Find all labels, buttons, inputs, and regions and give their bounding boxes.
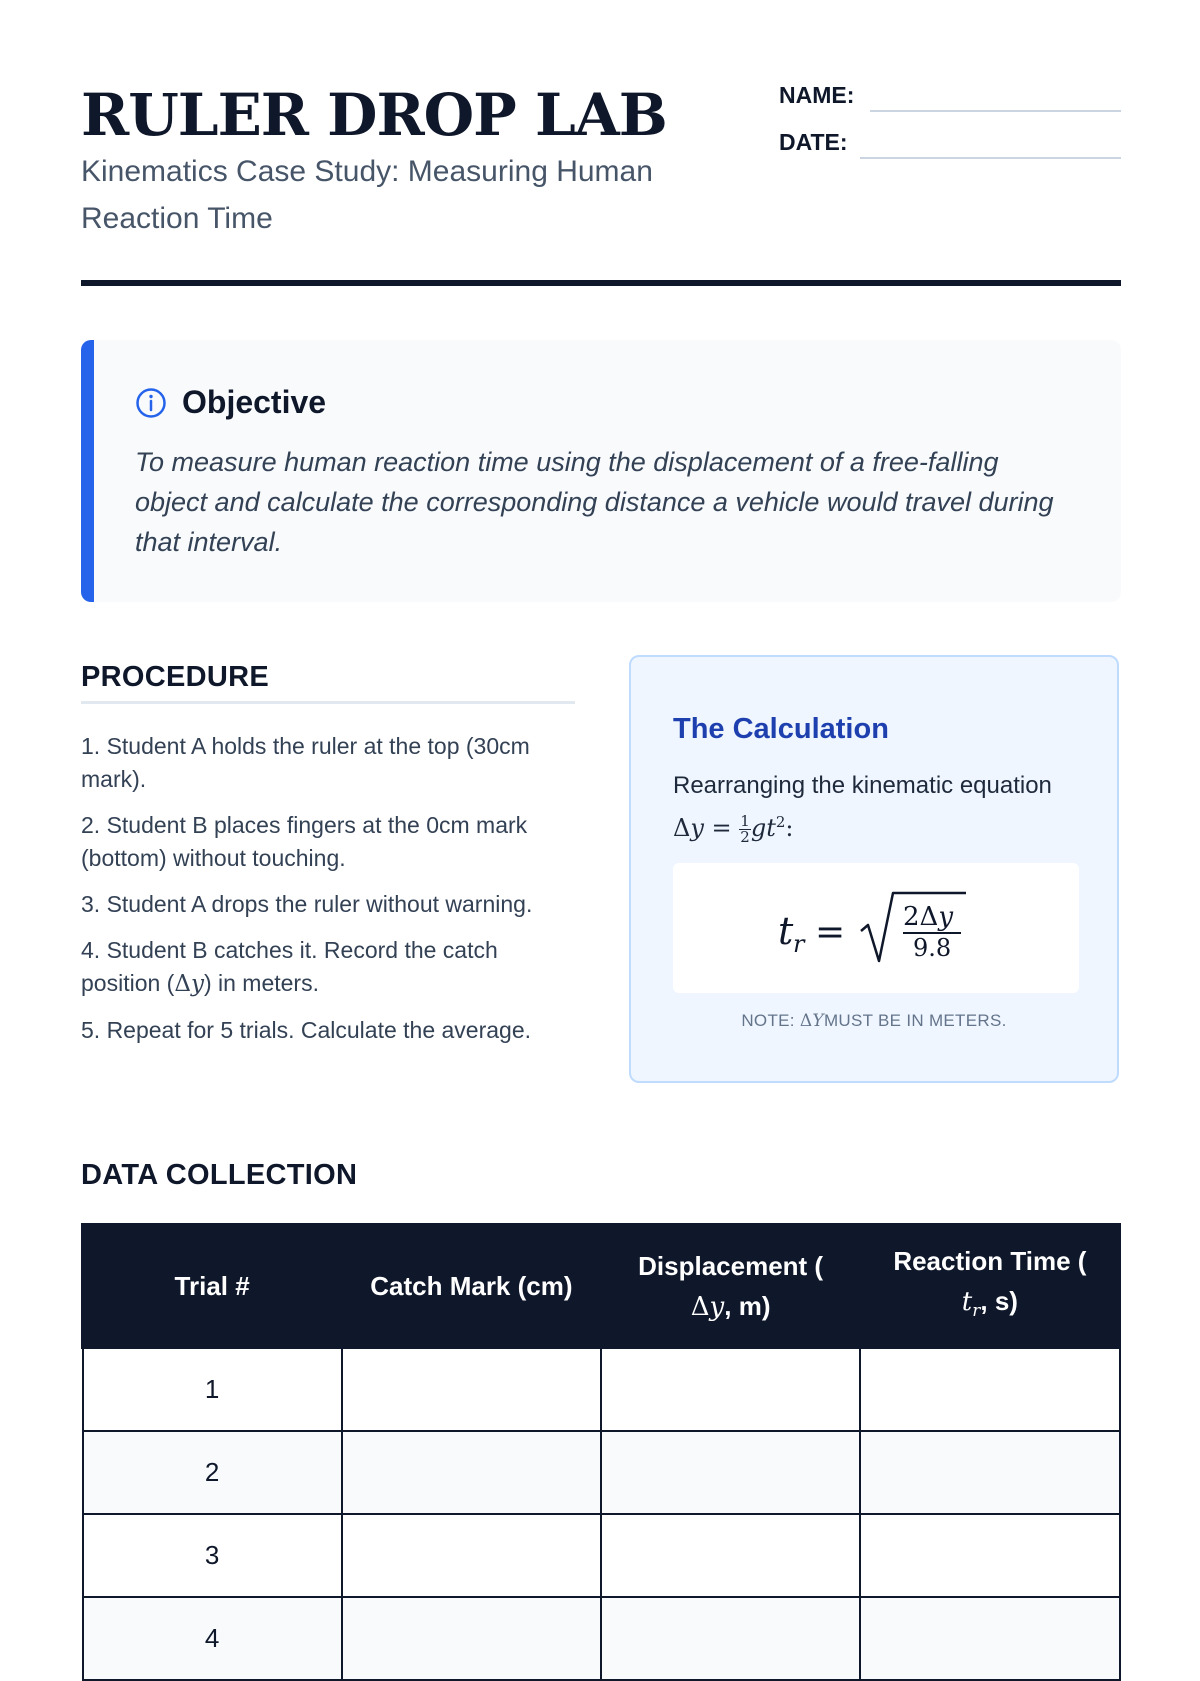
calculation-panel — [629, 655, 1119, 1083]
procedure-step: 5. Repeat for 5 trials. Calculate the average. — [81, 1017, 532, 1043]
formula-box — [673, 863, 1079, 993]
displacement-cell[interactable] — [601, 1514, 860, 1597]
table-row — [83, 1597, 1120, 1680]
table-header-row — [83, 1225, 1120, 1348]
trial-number: 3 — [83, 1514, 342, 1597]
displacement-cell[interactable] — [601, 1431, 860, 1514]
header-divider — [81, 280, 1121, 286]
page-subtitle: Kinematics Case Study: Measuring Human Reaction Time — [81, 155, 653, 235]
formula-constant: 9.8 — [913, 934, 952, 962]
reaction-time-cell[interactable] — [860, 1431, 1119, 1514]
procedure-heading: PROCEDURE — [81, 661, 269, 693]
calculation-note: NOTE: ΔYMUST BE IN METERS. — [741, 1011, 1007, 1031]
name-field[interactable] — [870, 110, 1121, 112]
table-row — [83, 1514, 1120, 1597]
calculation-intro: Rearranging the kinematic equation Δy = $\frac{1}{2}$ $gt^2$: — [673, 772, 1052, 846]
column-header-displacement: Displacement ( Δy, m) — [601, 1225, 860, 1348]
column-header-catch-mark: Catch Mark (cm) — [342, 1225, 601, 1348]
trial-number: 1 — [83, 1348, 342, 1432]
objective-accent-bar — [81, 340, 94, 602]
date-field[interactable] — [860, 157, 1121, 159]
column-header-reaction-time: Reaction Time ( $t_r$, s) — [860, 1225, 1119, 1348]
procedure-list — [81, 730, 581, 1060]
calculation-heading: The Calculation — [673, 713, 889, 745]
objective-text: To measure human reaction time using the displacement of a free-falling object and calculate the corresponding distance a vehicle would travel during that interval. — [135, 447, 1054, 557]
procedure-step: 2. Student B places fingers at the 0cm mark (bottom) without touching. — [81, 812, 528, 871]
procedure-step: 3. Student A drops the ruler without warning. — [81, 891, 533, 917]
svg-text:r: r — [793, 930, 805, 958]
reaction-time-cell[interactable] — [860, 1597, 1119, 1680]
info-icon — [135, 387, 167, 419]
name-label: NAME: — [779, 82, 855, 108]
objective-heading: Objective — [182, 384, 327, 420]
catch-mark-cell[interactable] — [342, 1597, 601, 1680]
column-header-trial: Trial # — [83, 1225, 342, 1348]
svg-text:t: t — [778, 909, 794, 953]
catch-mark-cell[interactable] — [342, 1514, 601, 1597]
table-row — [83, 1348, 1120, 1432]
catch-mark-cell[interactable] — [342, 1431, 601, 1514]
data-table — [81, 1223, 1121, 1681]
trial-number: 2 — [83, 1431, 342, 1514]
date-label: DATE: — [779, 129, 848, 155]
procedure-step: 4. Student B catches it. Record the catch position (Δy) in meters. — [81, 937, 498, 997]
catch-mark-cell[interactable] — [342, 1348, 601, 1432]
reaction-time-cell[interactable] — [860, 1348, 1119, 1432]
table-row — [83, 1431, 1120, 1514]
procedure-step: 1. Student A holds the ruler at the top (30cm mark). — [81, 733, 530, 792]
data-collection-heading: DATA COLLECTION — [81, 1159, 358, 1191]
displacement-cell[interactable] — [601, 1348, 860, 1432]
displacement-cell[interactable] — [601, 1597, 860, 1680]
kinematic-equation: Δy = $\frac{1}{2}$ $gt^2$: — [673, 812, 794, 846]
svg-text:2Δy: 2Δy — [903, 902, 954, 932]
page-title: RULER DROP LAB — [81, 81, 667, 149]
svg-text:=: = — [815, 912, 846, 953]
reaction-time-cell[interactable] — [860, 1514, 1119, 1597]
trial-number: 4 — [83, 1597, 342, 1680]
procedure-divider — [81, 701, 575, 704]
reaction-time-formula — [673, 863, 1079, 993]
objective-callout — [81, 340, 1121, 602]
